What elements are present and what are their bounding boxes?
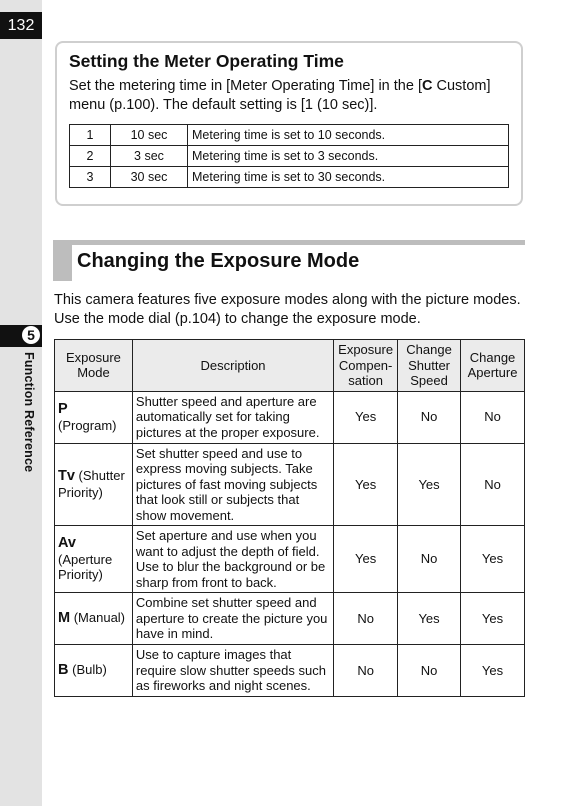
table-row xyxy=(55,391,525,443)
meter-text-part-1: Set the metering time in [Meter Operating Time] in the [ xyxy=(69,78,422,94)
chapter-label: Function Reference xyxy=(22,352,36,473)
compensation-value: No xyxy=(334,593,398,645)
aperture-value: No xyxy=(461,443,525,526)
section-intro: This camera features five exposure modes along with the picture modes. Use the mode dial (p.104) to change the exposure mode. xyxy=(54,292,521,327)
shutter-value: No xyxy=(398,526,461,593)
row-number: 1 xyxy=(70,125,111,146)
table-row xyxy=(55,526,525,593)
custom-menu-icon: C xyxy=(422,78,433,94)
table-row xyxy=(55,593,525,645)
shutter-value: No xyxy=(398,645,461,697)
mode-name: (Program) xyxy=(58,417,117,433)
table-row xyxy=(55,443,525,526)
mode-description: Use to capture images that require slow shutter speeds such as fireworks and night scenes. xyxy=(132,645,333,697)
meter-box-title: Setting the Meter Operating Time xyxy=(69,51,344,71)
meter-time-table xyxy=(69,124,509,188)
chapter-number: 5 xyxy=(22,326,40,344)
table-row xyxy=(70,167,509,188)
mode-description: Set shutter speed and use to express moving subjects. Take pictures of fast moving subjects that look still or subjects that show movement. xyxy=(132,443,333,526)
header-description: Description xyxy=(132,340,333,392)
section-title: Changing the Exposure Mode xyxy=(77,250,360,272)
aperture-priority-mode-icon: Av xyxy=(58,535,76,552)
shutter-value: No xyxy=(398,391,461,443)
compensation-value: No xyxy=(334,645,398,697)
aperture-value: Yes xyxy=(461,526,525,593)
mode-cell xyxy=(55,645,133,697)
row-description: Metering time is set to 30 seconds. xyxy=(188,167,509,188)
table-row xyxy=(70,146,509,167)
shutter-priority-mode-icon: Tv xyxy=(58,468,75,485)
compensation-value: Yes xyxy=(334,443,398,526)
section-heading-bar xyxy=(53,240,525,245)
mode-name: (Shutter Priority) xyxy=(58,468,125,500)
section-heading-marker xyxy=(53,240,72,281)
meter-text-part-2: Custom] menu (p.100). The default setting is [1 (10 sec)]. xyxy=(69,78,491,113)
header-change-shutter-speed: Change Shutter Speed xyxy=(398,340,461,392)
shutter-value: Yes xyxy=(398,443,461,526)
mode-description: Set aperture and use when you want to adjust the depth of field. Use to blur the background or be sharp from front to back. xyxy=(132,526,333,593)
row-description: Metering time is set to 3 seconds. xyxy=(188,146,509,167)
mode-cell xyxy=(55,593,133,645)
mode-description: Combine set shutter speed and aperture to create the picture you have in mind. xyxy=(132,593,333,645)
mode-cell xyxy=(55,391,133,443)
aperture-value: Yes xyxy=(461,593,525,645)
table-row xyxy=(70,125,509,146)
header-exposure-compensation: Exposure Compen-sation xyxy=(334,340,398,392)
table-row xyxy=(55,645,525,697)
compensation-value: Yes xyxy=(334,526,398,593)
row-time: 10 sec xyxy=(111,125,188,146)
compensation-value: Yes xyxy=(334,391,398,443)
aperture-value: Yes xyxy=(461,645,525,697)
header-change-aperture: Change Aperture xyxy=(461,340,525,392)
mode-name: (Bulb) xyxy=(72,662,107,678)
row-description: Metering time is set to 10 seconds. xyxy=(188,125,509,146)
mode-description: Shutter speed and aperture are automatically set for taking pictures at the proper exposure. xyxy=(132,391,333,443)
header-exposure-mode: Exposure Mode xyxy=(55,340,133,392)
row-time: 30 sec xyxy=(111,167,188,188)
shutter-value: Yes xyxy=(398,593,461,645)
manual-mode-icon: M xyxy=(58,610,71,627)
mode-cell xyxy=(55,443,133,526)
meter-box-text xyxy=(69,77,509,115)
row-time: 3 sec xyxy=(111,146,188,167)
table-header-row xyxy=(55,340,525,392)
mode-name: (Manual) xyxy=(73,610,126,626)
program-mode-icon: P xyxy=(58,401,68,417)
mode-cell xyxy=(55,526,133,593)
aperture-value: No xyxy=(461,391,525,443)
mode-name: (Aperture Priority) xyxy=(58,551,113,583)
row-number: 2 xyxy=(70,146,111,167)
section-heading xyxy=(53,240,525,281)
page-number: 132 xyxy=(0,12,42,39)
meter-operating-time-box xyxy=(55,41,523,206)
exposure-modes-table xyxy=(54,339,525,697)
bulb-mode-icon: B xyxy=(58,662,69,679)
row-number: 3 xyxy=(70,167,111,188)
